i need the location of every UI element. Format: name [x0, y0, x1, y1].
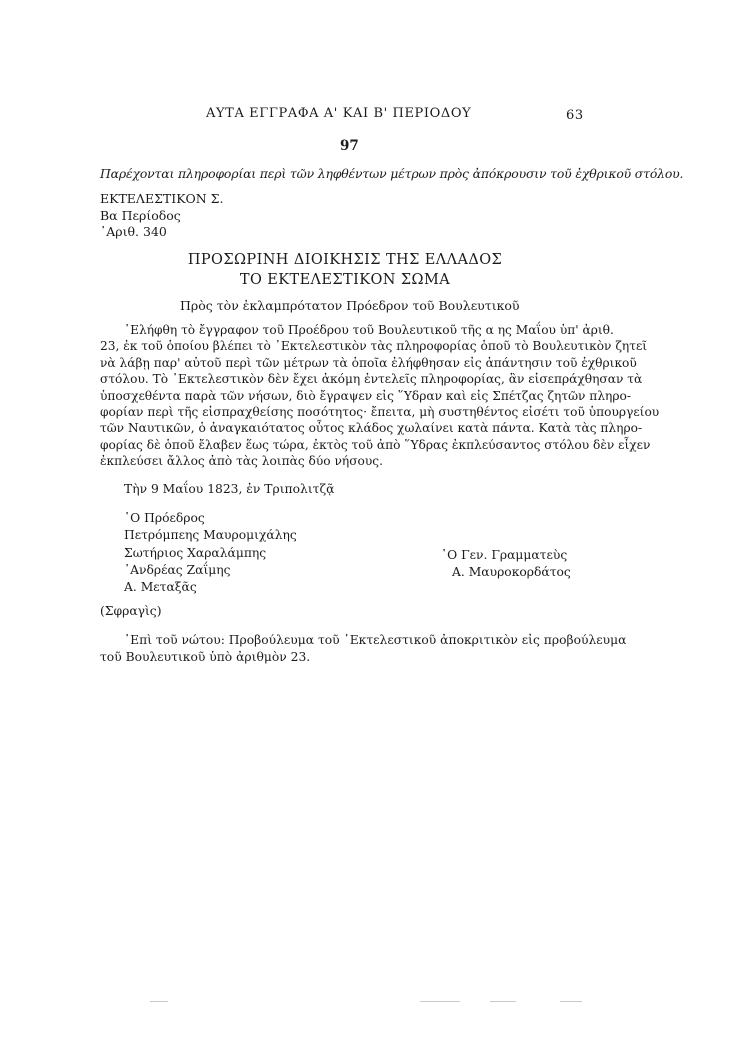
- scan-speck: [150, 1001, 168, 1002]
- body-line: 23, ἐκ τοῦ ὁποίου βλέπει τὸ ᾿Εκτελεστικὸν τὰς πληροφορίας ὁποῦ τὸ Βουλευτικὸν ζητεῖ: [100, 339, 648, 354]
- body-line: ὑποσχεθέντα παρὰ τῶν νήσων, διὸ ἔγραψεν εἰς ῞Υδραν καὶ εἰς Σπέτζας ζητῶν πληρο-: [100, 388, 631, 403]
- body-line: φορίας δὲ ὁποῦ ἔλαβεν ἕως τώρα, ἐκτὸς τοῦ ἀπὸ ῞Υδρας ἐκπλεύσαντος στόλου δὲν εἶχεν: [100, 437, 651, 452]
- body-line: ἐκπλεύσει ἄλλος ἀπὸ τὰς λοιπὰς δύο νήσους.: [100, 454, 383, 469]
- scan-speck: [420, 1001, 460, 1002]
- document-body: [100, 322, 660, 470]
- reference-period: Βα Περίοδος: [100, 208, 181, 223]
- verso-note-line: τοῦ Βουλευτικοῦ ὑπὸ ἀριθμὸν 23.: [100, 650, 311, 664]
- document-number: 97: [340, 138, 359, 154]
- scan-speck: [490, 1001, 516, 1002]
- verso-note-line: ᾿Επὶ τοῦ νώτου: Προβούλευμα τοῦ ᾿Εκτελεστικοῦ ἀποκριτικὸν εἰς προβούλευμα: [124, 633, 627, 647]
- document-summary: Παρέχονται πληροφορίαι περὶ τῶν ληφθέντων μέτρων πρὸς ἀπόκρουσιν τοῦ ἐχθρικοῦ στόλου.: [100, 166, 684, 181]
- body-line: φορίαν περὶ τῆς εἰσπραχθείσης ποσότητος· ἔπειτα, μὴ συστηθέντος εἰσέτι τοῦ ὑπουργείου: [100, 405, 660, 420]
- scan-speck: [560, 1001, 582, 1002]
- date-line: Τὴν 9 Μαΐου 1823, ἐν Τριπολιτζᾷ: [124, 482, 335, 496]
- running-header-title: ΑΥΤΑ ΕΓΓΡΑΦΑ Α' ΚΑΙ Β' ΠΕΡΙΟΔΟΥ: [206, 106, 472, 121]
- reference-office: ΕΚΤΕΛΕΣΤΙΚΟΝ Σ.: [100, 191, 224, 206]
- body-line: νὰ λάβῃ παρ' αὐτοῦ περὶ τῶν μέτρων τὰ ὁποῖα ἐλήφθησαν εἰς ἀπάντησιν τοῦ ἐχθρικοῦ: [100, 355, 637, 370]
- signatory-name: Σωτήριος Χαραλάμπης: [124, 546, 267, 560]
- body-line: ᾿Ελήφθη τὸ ἔγγραφον τοῦ Προέδρου τοῦ Βουλευτικοῦ τῆς α ης Μαΐου ὑπ' ἀριθ.: [124, 323, 614, 337]
- page-number: 63: [566, 108, 584, 123]
- signatory-name: Α. Μεταξᾶς: [124, 580, 197, 594]
- signatory-name: Πετρόμπεης Μαυρομιχάλης: [124, 528, 297, 542]
- document-addressee: Πρὸς τὸν ἐκλαμπρότατον Πρόεδρον τοῦ Βουλευτικοῦ: [180, 298, 520, 313]
- signatory-secretary-title: ῾Ο Γεν. Γραμματεὺς: [441, 548, 568, 562]
- signatory-president-title: ῾Ο Πρόεδρος: [124, 511, 205, 525]
- reference-number: ᾿Αριθ. 340: [100, 224, 167, 239]
- document-title-line-2: ΤΟ ΕΚΤΕΛΕΣΤΙΚΟΝ ΣΩΜΑ: [239, 272, 451, 288]
- signatory-secretary-name: Α. Μαυροκορδάτος: [452, 565, 571, 579]
- seal-mark: (Σφραγὶς): [100, 604, 162, 618]
- signatory-name: ᾿Ανδρέας Ζαΐμης: [124, 563, 231, 577]
- body-line: στόλου. Τὸ ᾿Εκτελεστικὸν δὲν ἔχει ἀκόμη ἐντελεῖς πληροφορίας, ἂν εἰσεπράχθησαν τὰ: [100, 372, 643, 387]
- body-line: τῶν Ναυτικῶν, ὁ ἀναγκαιότατος οὗτος κλάδος χωλαίνει κατὰ πάντα. Κατὰ τὰς πληρο-: [100, 421, 643, 436]
- document-title-line-1: ΠΡΟΣΩΡΙΝΗ ΔΙΟΙΚΗΣΙΣ ΤΗΣ ΕΛΛΑΔΟΣ: [187, 252, 503, 268]
